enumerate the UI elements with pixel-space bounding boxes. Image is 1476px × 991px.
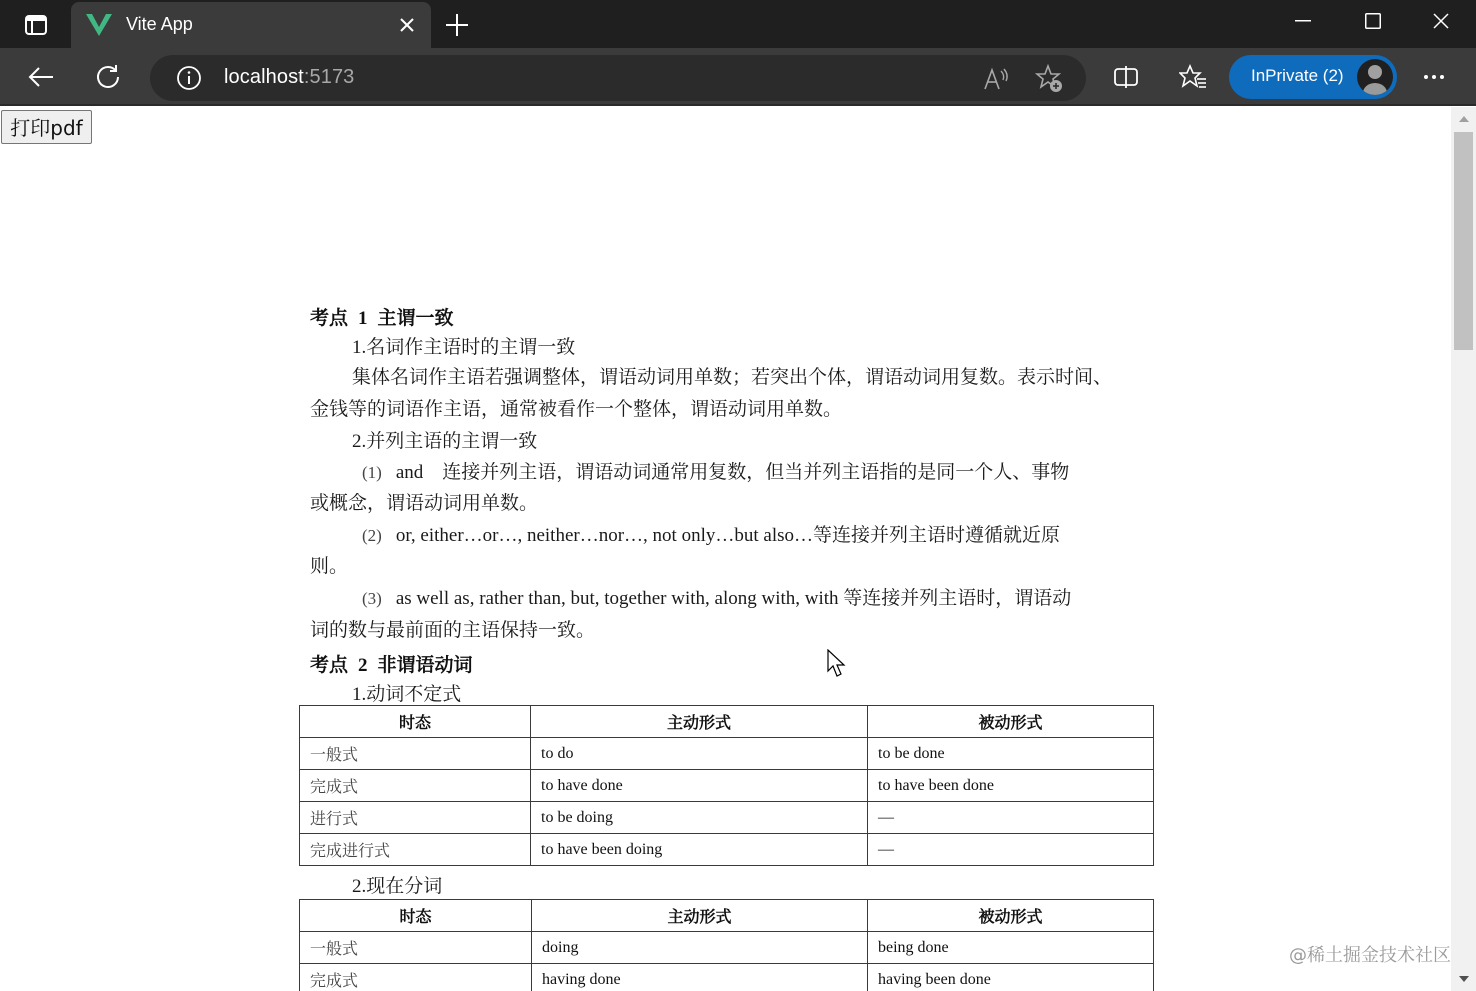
read-aloud-button[interactable]: [982, 64, 1012, 94]
mouse-cursor-icon: [827, 649, 849, 679]
section-heading-2: [310, 650, 473, 677]
refresh-icon: [95, 64, 121, 90]
new-tab-icon[interactable]: [444, 12, 470, 38]
scroll-up-button[interactable]: [1451, 107, 1476, 131]
paragraph-collective-noun-line2: 金钱等的词语作主语，通常被看作一个整体，谓语动词用单数。: [310, 399, 843, 420]
list-item-1-line2: 或概念，谓语动词用单数。: [310, 493, 539, 514]
address-bar[interactable]: [150, 55, 1086, 101]
split-screen-icon: [1113, 66, 1139, 88]
close-window-icon: [1433, 13, 1449, 29]
heading-title: 非谓语动词: [377, 655, 473, 676]
back-button[interactable]: [24, 60, 58, 94]
table-row: [300, 770, 1154, 802]
table-cell: to have done: [531, 770, 868, 802]
list-item-3-line1: [362, 583, 1071, 610]
browser-titlebar: [0, 0, 1476, 48]
url-host: localhost: [224, 66, 304, 88]
url-port: :5173: [303, 66, 355, 88]
table-cell: 一般式: [300, 932, 532, 964]
table-cell: having been done: [868, 964, 1154, 991]
table-cell: to do: [531, 738, 868, 770]
subheading-noun-subject: 1.名词作主语时的主谓一致: [352, 337, 576, 358]
subheading-compound-subject: 2.并列主语的主谓一致: [352, 431, 538, 452]
table-cell: 完成进行式: [300, 834, 531, 866]
subheading-present-participle: 2.现在分词: [352, 876, 443, 897]
tab-actions-icon: [25, 15, 47, 35]
table-cell: 完成式: [300, 964, 532, 991]
arrow-down-icon: [1459, 976, 1469, 982]
list-text: as well as, rather than, but, together with, along with, with 等连接并列主语时，谓语动: [395, 588, 1072, 609]
back-arrow-icon: [28, 66, 54, 88]
split-screen-button[interactable]: [1109, 60, 1143, 94]
maximize-icon: [1365, 13, 1381, 29]
table-cell: to be doing: [531, 802, 868, 834]
watermark-text: @稀土掘金技术社区: [1289, 945, 1451, 966]
column-header-passive: 被动形式: [868, 706, 1154, 738]
list-marker: (2): [362, 526, 382, 545]
table-cell: —: [868, 834, 1154, 866]
table-cell: to be done: [868, 738, 1154, 770]
list-text: or, either…or…, neither…nor…, not only…but also…等连接并列主语时遵循就近原: [395, 525, 1060, 546]
list-item-1-line1: [362, 457, 1069, 484]
table-row: [300, 802, 1154, 834]
heading-label: 考点: [310, 308, 349, 329]
list-item-2-line2: 则。: [310, 556, 349, 577]
list-item-3-line2: 词的数与最前面的主语保持一致。: [310, 620, 596, 641]
minimize-button[interactable]: [1280, 6, 1326, 36]
list-text: and 连接并列主语，谓语动词通常用复数，但当并列主语指的是同一个人、事物: [395, 462, 1070, 483]
browser-toolbar: [0, 48, 1476, 106]
print-pdf-button[interactable]: 打印pdf: [1, 110, 92, 144]
favorites-button[interactable]: [1176, 60, 1210, 94]
arrow-up-icon: [1459, 116, 1469, 122]
vue-logo-icon: [86, 14, 112, 36]
avatar: [1357, 59, 1393, 95]
star-add-icon: [1035, 64, 1065, 94]
table-cell: to have been done: [868, 770, 1154, 802]
add-favorite-button[interactable]: [1035, 64, 1065, 94]
scroll-down-button[interactable]: [1451, 967, 1476, 991]
column-header-active: 主动形式: [532, 900, 868, 932]
vertical-scrollbar[interactable]: [1451, 107, 1476, 991]
tab-actions-button[interactable]: [14, 12, 58, 38]
maximize-button[interactable]: [1350, 6, 1396, 36]
table-row: [300, 964, 1154, 991]
heading-title: 主谓一致: [377, 308, 454, 329]
settings-more-button[interactable]: [1417, 60, 1451, 94]
list-marker: (3): [362, 589, 382, 608]
read-aloud-icon: [983, 67, 1011, 91]
inprivate-label: InPrivate (2): [1251, 66, 1344, 85]
infinitive-forms-table: [299, 705, 1154, 866]
inprivate-profile-button[interactable]: [1229, 55, 1397, 99]
url-text[interactable]: [224, 66, 354, 89]
table-row: [300, 932, 1154, 964]
heading-number: 1: [358, 308, 368, 329]
column-header-tense: 时态: [300, 900, 532, 932]
section-heading-1: [310, 303, 454, 330]
table-cell: to have been doing: [531, 834, 868, 866]
paragraph-collective-noun-line1: 集体名词作主语若强调整体，谓语动词用单数；若突出个体，谓语动词用复数。表示时间、: [352, 367, 1113, 388]
heading-number: 2: [358, 655, 368, 676]
user-avatar-icon: [1357, 59, 1393, 95]
tab-title: Vite App: [126, 14, 193, 34]
more-dots-icon: [1423, 74, 1445, 80]
minimize-icon: [1295, 20, 1311, 22]
scrollbar-thumb[interactable]: [1454, 132, 1473, 350]
table-cell: 完成式: [300, 770, 531, 802]
table-cell: having done: [532, 964, 868, 991]
table-cell: being done: [868, 932, 1154, 964]
page-viewport: [0, 107, 1476, 991]
refresh-button[interactable]: [91, 60, 125, 94]
close-tab-icon[interactable]: [397, 15, 417, 35]
table-header-row: [300, 706, 1154, 738]
heading-label: 考点: [310, 655, 349, 676]
table-row: [300, 834, 1154, 866]
site-info-icon[interactable]: [176, 65, 202, 91]
table-cell: —: [868, 802, 1154, 834]
column-header-passive: 被动形式: [868, 900, 1154, 932]
subheading-infinitive: 1.动词不定式: [352, 684, 462, 705]
list-item-2-line1: [362, 520, 1060, 547]
table-header-row: [300, 900, 1154, 932]
column-header-active: 主动形式: [531, 706, 868, 738]
table-cell: 进行式: [300, 802, 531, 834]
table-cell: doing: [532, 932, 868, 964]
browser-tab-active[interactable]: [71, 2, 431, 48]
table-row: [300, 738, 1154, 770]
close-window-button[interactable]: [1418, 6, 1464, 36]
table-cell: 一般式: [300, 738, 531, 770]
list-marker: (1): [362, 463, 382, 482]
present-participle-forms-table: [299, 899, 1154, 991]
column-header-tense: 时态: [300, 706, 531, 738]
favorites-list-icon: [1179, 64, 1207, 90]
